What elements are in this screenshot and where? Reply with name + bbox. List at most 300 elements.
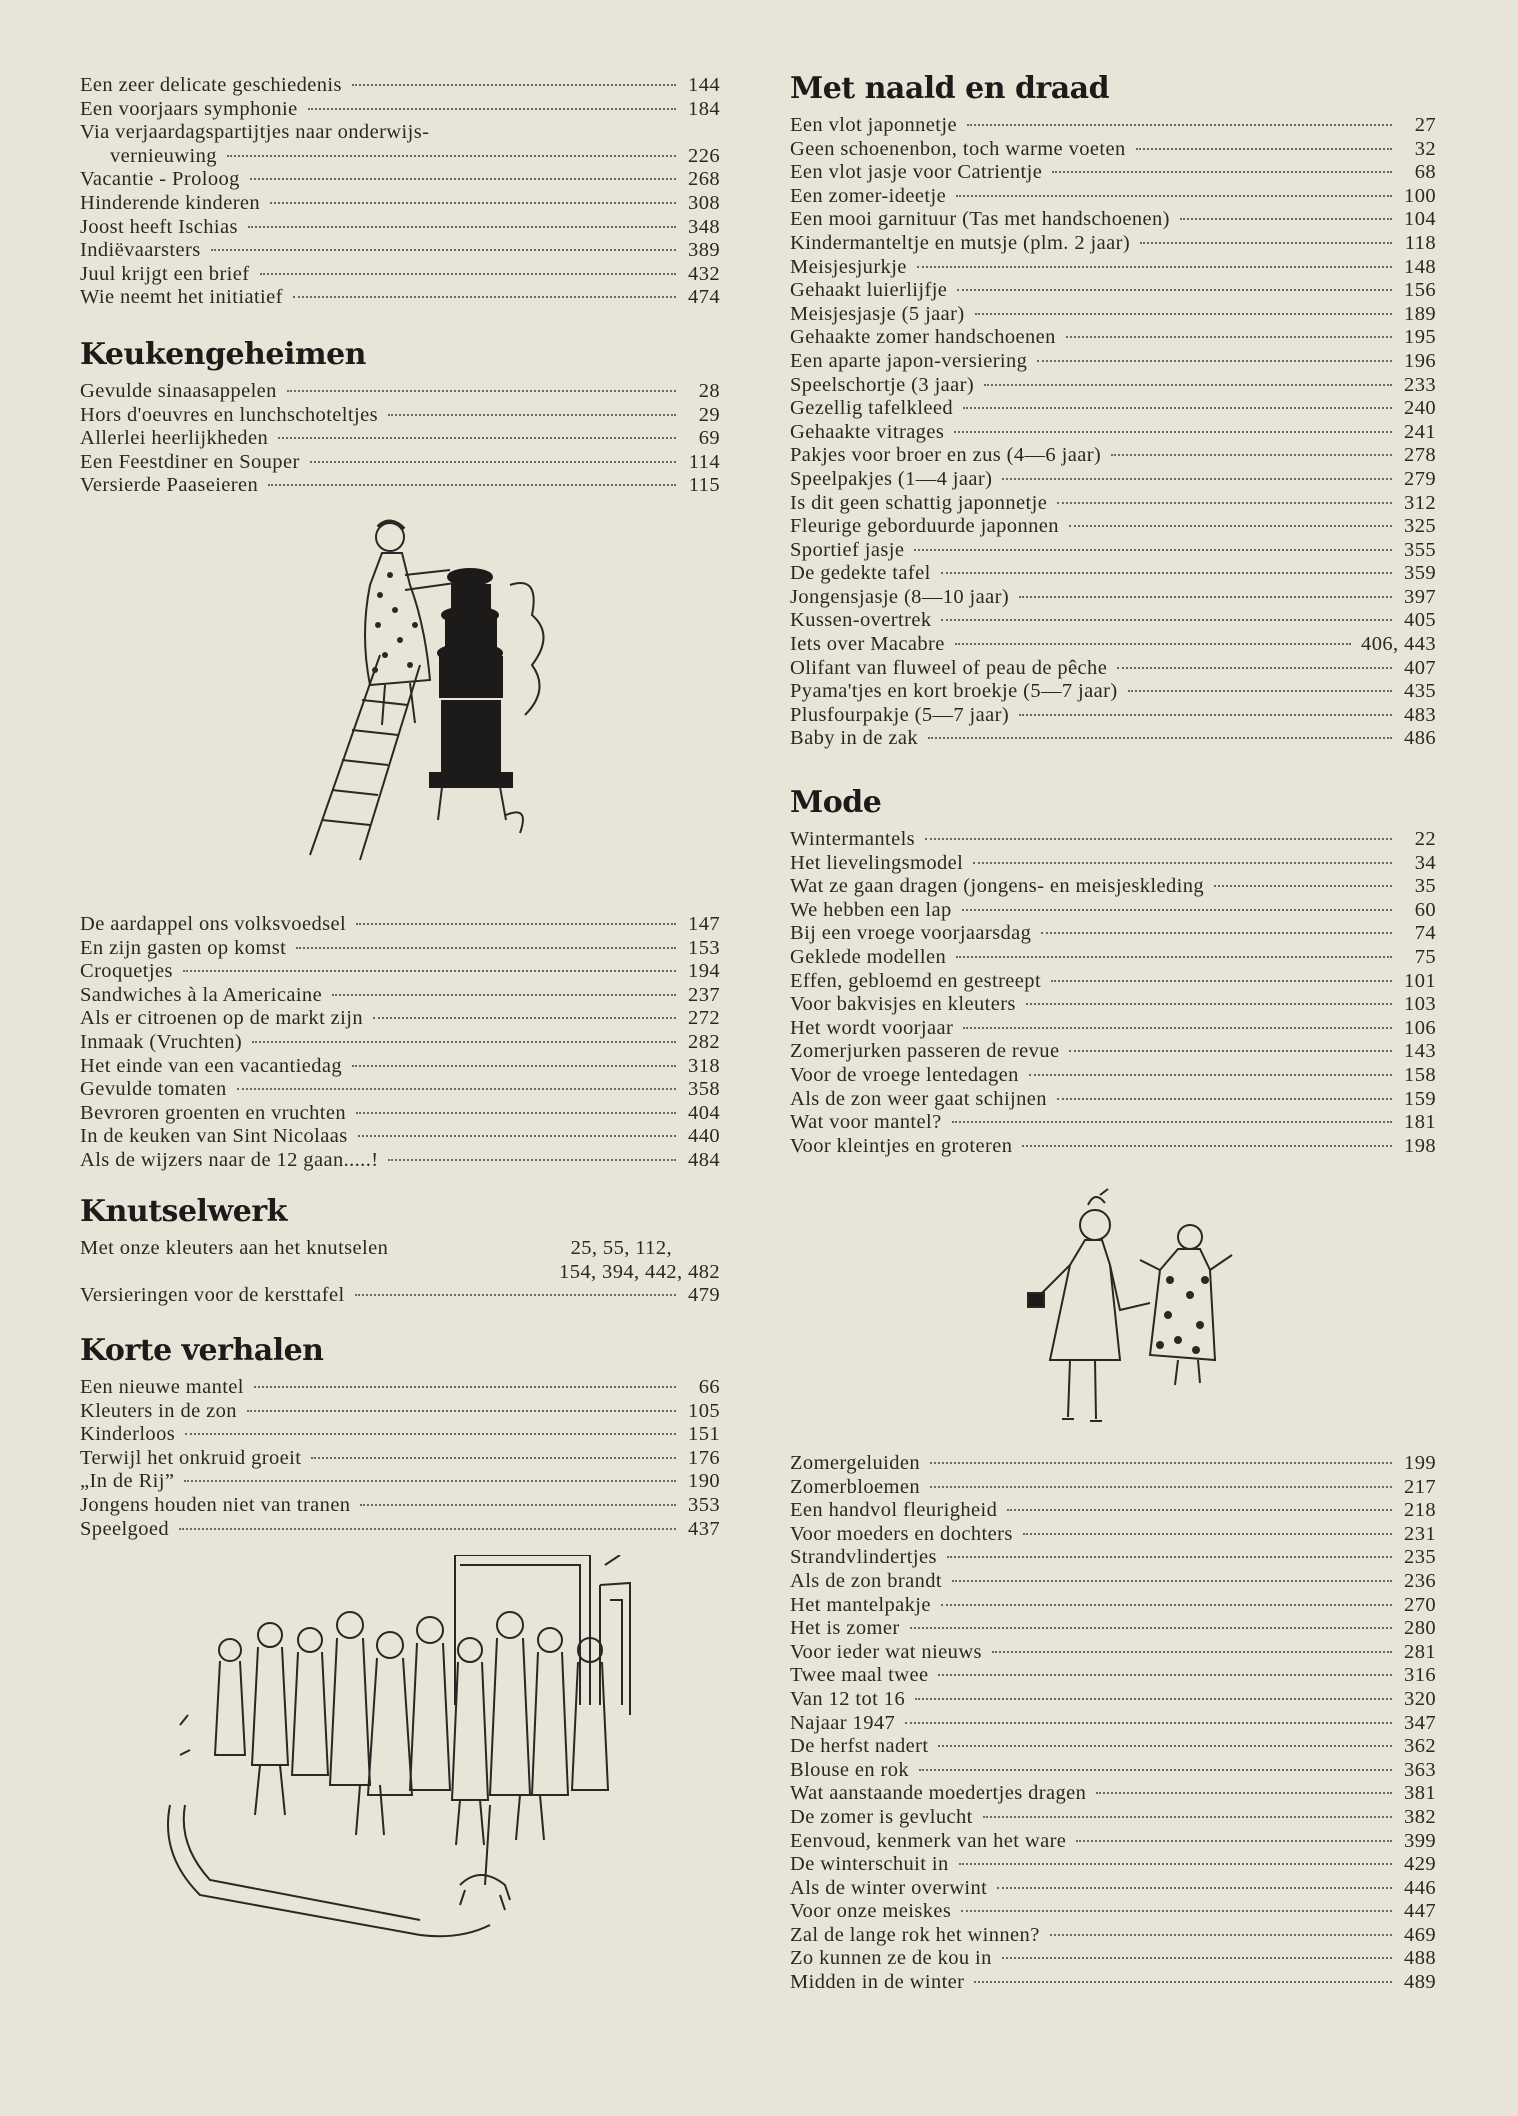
- dot-leader: [997, 1887, 1392, 1889]
- dot-leader: [388, 414, 676, 416]
- toc-entry: [790, 899, 1436, 923]
- entry-page: 151: [688, 1423, 720, 1446]
- toc-entry: [790, 727, 1436, 751]
- toc-entry: [790, 1806, 1436, 1830]
- dot-leader: [247, 1410, 676, 1412]
- keuken-list-b: [80, 913, 720, 1173]
- toc-entry: [80, 1102, 720, 1126]
- toc-entry: [790, 492, 1436, 516]
- entry-page: 279: [1404, 467, 1436, 490]
- dot-leader: [185, 1433, 676, 1435]
- entry-page: 389: [688, 239, 720, 262]
- toc-entry: [790, 303, 1436, 327]
- toc-entry: [790, 1735, 1436, 1759]
- dot-leader: [1023, 1533, 1392, 1535]
- mode-list-b: [790, 1452, 1436, 1995]
- entry-title: Terwijl het onkruid groeit: [80, 1446, 302, 1469]
- toc-entry: [80, 121, 720, 145]
- toc-entry: [790, 1712, 1436, 1736]
- dot-leader: [1050, 1934, 1392, 1936]
- toc-entry: [790, 1830, 1436, 1854]
- entry-title: Geklede modellen: [790, 945, 947, 968]
- entry-page: 196: [1404, 349, 1436, 372]
- entry-page: 235: [1404, 1546, 1436, 1569]
- entry-title: Via verjaardagspartijtjes naar onderwijs-: [80, 121, 430, 144]
- entry-page: 382: [1404, 1805, 1436, 1828]
- entry-title: Voor bakvisjes en kleuters: [790, 993, 1016, 1016]
- toc-entry: [790, 1111, 1436, 1135]
- dot-leader: [1052, 171, 1392, 173]
- dot-leader: [237, 1088, 676, 1090]
- illustration-woman-on-ladder-with-stove: [270, 515, 610, 875]
- dot-leader: [1111, 454, 1392, 456]
- toc-entry: [80, 474, 720, 498]
- entry-page: 447: [1404, 1900, 1436, 1923]
- entry-title: Wat aanstaande moedertjes dragen: [790, 1782, 1087, 1805]
- entry-page: 184: [688, 97, 720, 120]
- entry-page: 115: [688, 474, 720, 497]
- entry-title: Een handvol fleurigheid: [790, 1499, 998, 1522]
- dot-leader: [355, 1294, 676, 1296]
- entry-title: Een nieuwe mantel: [80, 1376, 244, 1398]
- dot-leader: [1057, 1098, 1392, 1100]
- dot-leader: [959, 1863, 1392, 1865]
- dot-leader: [1140, 242, 1392, 244]
- entry-title: Als de zon brandt: [790, 1569, 942, 1592]
- toc-entry: [80, 145, 720, 169]
- entry-page: 280: [1404, 1617, 1436, 1640]
- entry-page: 435: [1404, 680, 1436, 703]
- dot-leader: [952, 1580, 1392, 1582]
- toc-entry: [80, 74, 720, 98]
- entry-title: vernieuwing: [110, 144, 217, 167]
- toc-entry: [790, 350, 1436, 374]
- dot-leader: [984, 384, 1392, 386]
- toc-entry: [80, 984, 720, 1008]
- toc-entry: [80, 913, 720, 937]
- entry-title: De zomer is gevlucht: [790, 1805, 973, 1828]
- entry-title: Eenvoud, kenmerk van het ware: [790, 1829, 1067, 1852]
- section-heading: Korte verhalen: [80, 1333, 324, 1368]
- entry-title: De aardappel ons volksvoedsel: [80, 913, 347, 935]
- entry-page: 22: [1414, 828, 1436, 850]
- dot-leader: [1066, 336, 1392, 338]
- entry-page: 353: [688, 1493, 720, 1516]
- dot-leader: [974, 1981, 1392, 1983]
- toc-entry: [80, 168, 720, 192]
- dot-leader: [963, 1027, 1392, 1029]
- toc-entry: [790, 208, 1436, 232]
- entry-title: Zomerjurken passeren de revue: [790, 1040, 1060, 1063]
- entry-title: Het einde van een vacantiedag: [80, 1054, 343, 1077]
- toc-entry: [790, 704, 1436, 728]
- dot-leader: [941, 619, 1392, 621]
- dot-leader: [992, 1651, 1392, 1653]
- entry-page: 143: [1404, 1040, 1436, 1063]
- dot-leader: [352, 84, 676, 86]
- entry-page: 397: [1404, 585, 1436, 608]
- dot-leader: [332, 994, 676, 996]
- entry-page: 282: [688, 1030, 720, 1053]
- toc-entry: [790, 828, 1436, 852]
- entry-page: 348: [688, 215, 720, 238]
- dot-leader: [915, 1698, 1392, 1700]
- entry-page: 404: [688, 1101, 720, 1124]
- entry-page: 156: [1404, 279, 1436, 302]
- dot-leader: [356, 923, 676, 925]
- dot-leader: [1096, 1792, 1392, 1794]
- dot-leader: [293, 296, 676, 298]
- entry-title: Een Feestdiner en Souper: [80, 450, 300, 473]
- entry-title: Fleurige geborduurde japonnen: [790, 515, 1059, 538]
- dot-leader: [360, 1504, 676, 1506]
- dot-leader: [952, 1121, 1392, 1123]
- entry-page: 153: [688, 936, 720, 959]
- toc-entry: [790, 586, 1436, 610]
- entry-title: De winterschuit in: [790, 1853, 949, 1876]
- dot-leader: [311, 1457, 676, 1459]
- entry-page: 106: [1404, 1016, 1436, 1039]
- entry-title: Gehaakt luierlijfje: [790, 279, 948, 302]
- entry-title: Wintermantels: [790, 828, 916, 850]
- dot-leader: [983, 1816, 1392, 1818]
- toc-entry: [80, 192, 720, 216]
- toc-entry: [790, 1759, 1436, 1783]
- toc-entry-continued: 154, 394, 442, 482: [559, 1260, 720, 1283]
- entry-title: Gehaakte zomer handschoenen: [790, 326, 1056, 349]
- entry-page: 147: [688, 913, 720, 935]
- entry-page: 347: [1404, 1711, 1436, 1734]
- entry-title: Zal de lange rok het winnen?: [790, 1923, 1040, 1946]
- entry-page: 399: [1404, 1829, 1436, 1852]
- entry-page: 406, 443: [1361, 633, 1436, 656]
- section-mode: [790, 782, 1436, 1158]
- toc-entry: Met onze kleuters aan het knutselen 25, 55, 112,: [80, 1237, 672, 1259]
- dot-leader: [938, 1674, 1392, 1676]
- toc-entry: [790, 397, 1436, 421]
- dot-leader: [914, 549, 1392, 551]
- entry-title: Iets over Macabre: [790, 633, 945, 656]
- entry-title: Hinderende kinderen: [80, 191, 261, 214]
- toc-entry: [790, 852, 1436, 876]
- entry-title: Het wordt voorjaar: [790, 1016, 954, 1039]
- toc-entry: [790, 1064, 1436, 1088]
- dot-leader: [956, 956, 1392, 958]
- toc-entry: [790, 562, 1436, 586]
- dot-leader: [1022, 1145, 1392, 1147]
- entry-page: 446: [1404, 1876, 1436, 1899]
- entry-title: Pakjes voor broer en zus (4—6 jaar): [790, 444, 1102, 467]
- toc-entry: [790, 1523, 1436, 1547]
- entry-title: Wat voor mantel?: [790, 1111, 942, 1134]
- entry-page: 241: [1404, 420, 1436, 443]
- toc-entry: [790, 468, 1436, 492]
- entry-page: 195: [1404, 326, 1436, 349]
- toc-entry: [790, 1688, 1436, 1712]
- entry-page: 217: [1404, 1475, 1436, 1498]
- dot-leader: [184, 1480, 676, 1482]
- dot-leader: [356, 1112, 676, 1114]
- dot-leader: [957, 289, 1392, 291]
- mode-list-a: [790, 828, 1436, 1158]
- toc-entry: [80, 286, 720, 310]
- dot-leader: [250, 178, 676, 180]
- illustration-women-fashion: [1000, 1185, 1260, 1435]
- toc-entry: [790, 1546, 1436, 1570]
- entry-title: De gedekte tafel: [790, 562, 931, 585]
- entry-page: 240: [1404, 397, 1436, 420]
- entry-title: Het is zomer: [790, 1617, 900, 1640]
- entry-title: Najaar 1947: [790, 1711, 896, 1734]
- entry-title: We hebben een lap: [790, 898, 952, 921]
- toc-entry: [80, 937, 720, 961]
- toc-entry: [790, 374, 1436, 398]
- toc-entry: [80, 98, 720, 122]
- dot-leader: [954, 431, 1392, 433]
- entry-title: Een aparte japon-versiering: [790, 349, 1028, 372]
- entry-title: Een zeer delicate geschiedenis: [80, 74, 342, 96]
- toc-entry: [790, 256, 1436, 280]
- section-keukengeheimen: [80, 334, 720, 498]
- entry-title: Als er citroenen op de markt zijn: [80, 1007, 364, 1030]
- entry-title: Versierde Paaseieren: [80, 474, 259, 497]
- toc-entry: [790, 609, 1436, 633]
- entry-page: 181: [1404, 1111, 1436, 1134]
- dot-leader: [1136, 148, 1392, 150]
- entry-page: 69: [698, 427, 720, 450]
- dot-leader: [1051, 980, 1392, 982]
- toc-entry: [790, 633, 1436, 657]
- entry-page: 381: [1404, 1782, 1436, 1805]
- entry-page: 308: [688, 191, 720, 214]
- dot-leader: [308, 108, 676, 110]
- entry-title: Juul krijgt een brief: [80, 262, 250, 285]
- dot-leader: [1069, 525, 1392, 527]
- dot-leader: [1002, 478, 1392, 480]
- toc-entry: [790, 1947, 1436, 1971]
- dot-leader: [373, 1017, 676, 1019]
- dot-leader: [962, 909, 1392, 911]
- dot-leader: [287, 390, 676, 392]
- entry-page: 355: [1404, 538, 1436, 561]
- entry-title: Bevroren groenten en vruchten: [80, 1101, 347, 1124]
- dot-leader: [254, 1386, 676, 1388]
- toc-entry: [790, 680, 1436, 704]
- toc-entry: [790, 1877, 1436, 1901]
- dot-leader: [961, 1910, 1392, 1912]
- entry-page: 483: [1404, 703, 1436, 726]
- entry-page: 28: [698, 380, 720, 402]
- dot-leader: [925, 838, 1392, 840]
- entry-page: 278: [1404, 444, 1436, 467]
- dot-leader: [917, 266, 1392, 268]
- entry-page: 103: [1404, 993, 1436, 1016]
- toc-entry: [790, 922, 1436, 946]
- dot-leader: [938, 1745, 1392, 1747]
- toc-entry: [80, 427, 720, 451]
- korte-list: [80, 1376, 720, 1541]
- dot-leader: [310, 461, 676, 463]
- naald-list: [790, 114, 1436, 751]
- dot-leader: [905, 1722, 1392, 1724]
- dot-leader: [1057, 502, 1392, 504]
- entry-title: Voor onze meiskes: [790, 1900, 952, 1923]
- entry-title: Allerlei heerlijkheden: [80, 427, 269, 450]
- dot-leader: [211, 249, 676, 251]
- entry-page: 320: [1404, 1687, 1436, 1710]
- toc-entry: [790, 1664, 1436, 1688]
- dot-leader: [1007, 1509, 1392, 1511]
- dot-leader: [179, 1528, 676, 1530]
- entry-page: 218: [1404, 1499, 1436, 1522]
- toc-entry: [790, 1594, 1436, 1618]
- dot-leader: [930, 1486, 1392, 1488]
- dot-leader: [930, 1462, 1392, 1464]
- entry-page: 236: [1404, 1569, 1436, 1592]
- toc-entry: [790, 946, 1436, 970]
- entry-title: Een zomer-ideetje: [790, 184, 947, 207]
- toc-entry: [80, 1518, 720, 1542]
- entry-page: 359: [1404, 562, 1436, 585]
- entry-title: Voor de vroege lentedagen: [790, 1063, 1019, 1086]
- dot-leader: [1214, 885, 1392, 887]
- entry-title: Croquetjes: [80, 960, 173, 983]
- entry-page: 104: [1404, 208, 1436, 231]
- entry-title: Sportief jasje: [790, 538, 905, 561]
- toc-entry: [80, 380, 720, 404]
- entry-title: Baby in de zak: [790, 727, 918, 750]
- entry-title: Als de winter overwint: [790, 1876, 988, 1899]
- entry-page: 489: [1404, 1971, 1436, 1994]
- entry-page: 100: [1404, 184, 1436, 207]
- dot-leader: [1076, 1840, 1392, 1842]
- entry-title: Gevulde sinaasappelen: [80, 380, 277, 402]
- section-knutselwerk: [80, 1191, 720, 1308]
- entry-page: 144: [688, 74, 720, 96]
- dot-leader: [278, 437, 676, 439]
- entry-page: 27: [1414, 114, 1436, 136]
- entry-title: Voor kleintjes en groteren: [790, 1134, 1013, 1157]
- entry-page: 237: [688, 983, 720, 1006]
- toc-entry: [790, 657, 1436, 681]
- dot-leader: [941, 572, 1392, 574]
- entry-title: Zo kunnen ze de kou in: [790, 1947, 992, 1970]
- entry-title: Een vlot japonnetje: [790, 114, 957, 136]
- toc-entry: [790, 1924, 1436, 1948]
- toc-entry: [790, 1782, 1436, 1806]
- entry-title: Plusfourpakje (5—7 jaar): [790, 703, 1010, 726]
- entry-page: 105: [688, 1399, 720, 1422]
- entry-title: Zomerbloemen: [790, 1475, 921, 1498]
- entry-title: „In de Rij”: [80, 1470, 175, 1493]
- keuken-list-a: [80, 380, 720, 498]
- entry-title: Wat ze gaan dragen (jongens- en meisjeskleding: [790, 875, 1205, 898]
- section-heading: Mode: [790, 785, 882, 820]
- toc-entry: [790, 1900, 1436, 1924]
- entry-title: Kussen-overtrek: [790, 609, 932, 632]
- entry-title: Pyama'tjes en kort broekje (5—7 jaar): [790, 680, 1118, 703]
- dot-leader: [227, 155, 676, 157]
- entry-page: 316: [1404, 1664, 1436, 1687]
- entry-page: 437: [688, 1517, 720, 1540]
- toc-entry: [790, 1570, 1436, 1594]
- toc-entry: [790, 1853, 1436, 1877]
- toc-entry: [790, 232, 1436, 256]
- toc-entry: [80, 404, 720, 428]
- dot-leader: [963, 407, 1392, 409]
- entry-title: En zijn gasten op komst: [80, 936, 287, 959]
- toc-entry: [80, 1400, 720, 1424]
- entry-page: 74: [1414, 922, 1436, 945]
- entry-title: Blouse en rok: [790, 1758, 910, 1781]
- toc-entry: [790, 1641, 1436, 1665]
- entry-page: 270: [1404, 1593, 1436, 1616]
- entry-page: 469: [1404, 1923, 1436, 1946]
- toc-entry: [80, 1031, 720, 1055]
- entry-page: 231: [1404, 1522, 1436, 1545]
- dot-leader: [1041, 932, 1392, 934]
- toc-entry: [790, 1088, 1436, 1112]
- entry-title: Speelschortje (3 jaar): [790, 373, 975, 396]
- entry-page: 158: [1404, 1063, 1436, 1086]
- entry-title: Vacantie - Proloog: [80, 168, 240, 191]
- toc-entry: [790, 1499, 1436, 1523]
- dot-leader: [1029, 1074, 1392, 1076]
- entry-title: Voor moeders en dochters: [790, 1522, 1013, 1545]
- toc-entry: [790, 444, 1436, 468]
- entry-title: Kleuters in de zon: [80, 1399, 237, 1422]
- entry-page: 488: [1404, 1947, 1436, 1970]
- toc-entry: [80, 263, 720, 287]
- entry-title: Zomergeluiden: [790, 1452, 921, 1474]
- entry-page: 226: [688, 144, 720, 167]
- entry-page: 66: [698, 1376, 720, 1398]
- toc-entry: [790, 114, 1436, 138]
- dot-leader: [941, 1604, 1392, 1606]
- dot-leader: [183, 970, 676, 972]
- entry-page: 194: [688, 960, 720, 983]
- toc-entry: [790, 970, 1436, 994]
- dot-leader: [1069, 1050, 1392, 1052]
- toc-entry: [80, 216, 720, 240]
- entry-title: Kindermanteltje en mutsje (plm. 2 jaar): [790, 231, 1131, 254]
- toc-entry: [80, 1055, 720, 1079]
- entry-title: Kinderloos: [80, 1423, 176, 1446]
- toc-entry: [790, 421, 1436, 445]
- toc-entry: [790, 1135, 1436, 1159]
- entry-page: 199: [1404, 1452, 1436, 1474]
- entry-page: 29: [698, 403, 720, 426]
- illustration-queue-crowd: [160, 1555, 680, 1955]
- entry-page: 405: [1404, 609, 1436, 632]
- entry-page: 362: [1404, 1735, 1436, 1758]
- entry-title: Sandwiches à la Americaine: [80, 983, 323, 1006]
- entry-title: Indiëvaarsters: [80, 239, 201, 262]
- toc-entry: [790, 279, 1436, 303]
- toc-entry: [790, 993, 1436, 1017]
- entry-page: 474: [688, 286, 720, 309]
- entry-title: Een mooi garnituur (Tas met handschoenen): [790, 208, 1170, 231]
- entry-title: Twee maal twee: [790, 1664, 929, 1687]
- entry-title: Jongensjasje (8—10 jaar): [790, 585, 1010, 608]
- entry-title: Geen schoenenbon, toch warme voeten: [790, 137, 1126, 160]
- dot-leader: [955, 643, 1351, 645]
- dot-leader: [956, 195, 1392, 197]
- entry-title: In de keuken van Sint Nicolaas: [80, 1125, 348, 1148]
- toc-entry: [790, 1617, 1436, 1641]
- toc-entry: [790, 1040, 1436, 1064]
- dot-leader: [1019, 714, 1392, 716]
